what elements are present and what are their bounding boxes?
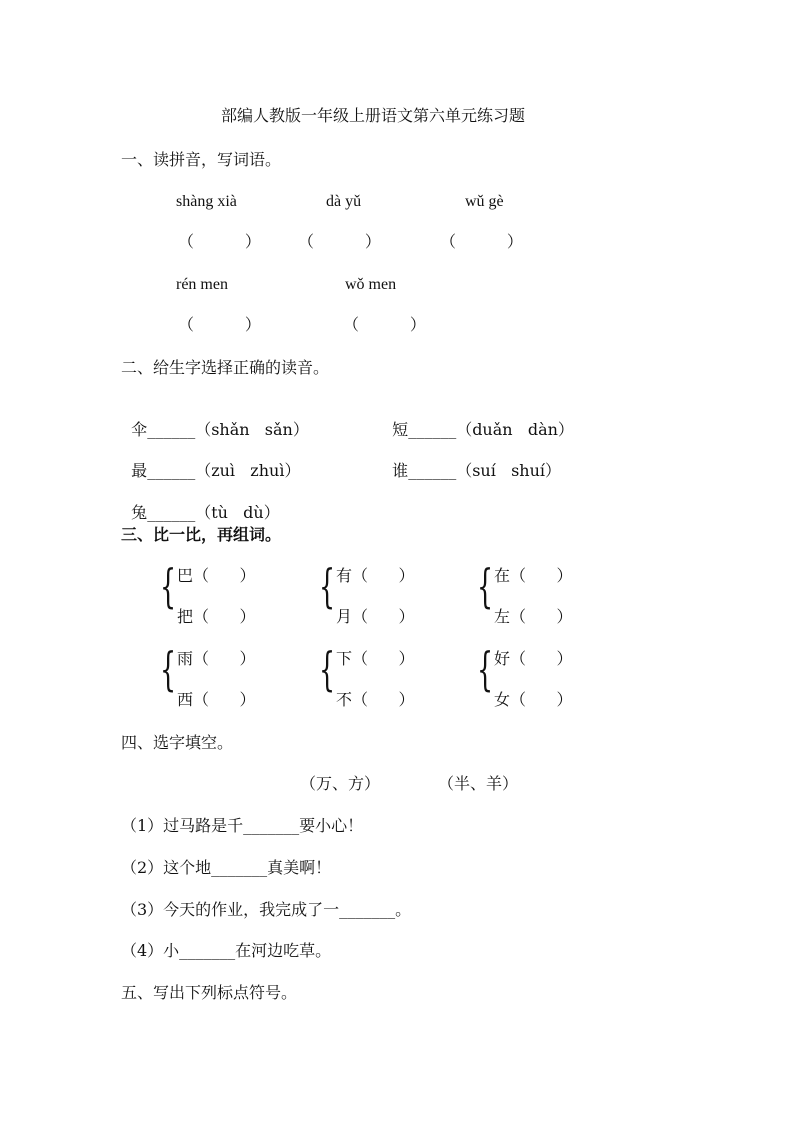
- reading-blank[interactable]: ______: [147, 420, 196, 439]
- reading-item-4: [382, 441, 561, 481]
- pair-top: 巴（ ）: [177, 566, 256, 585]
- pinyin-4: rén men: [176, 276, 228, 293]
- paren-blank[interactable]: （ ）: [510, 607, 573, 626]
- reading-item-1: [121, 400, 309, 440]
- pair-top: 下（ ）: [336, 649, 415, 668]
- reading-char: 短: [392, 420, 409, 439]
- answer-blank-4[interactable]: （ ）: [178, 315, 261, 334]
- pair-bottom: 把（ ）: [177, 607, 256, 626]
- fill-item-4[interactable]: （4）小_______在河边吃草。: [121, 941, 332, 960]
- reading-blank[interactable]: ______: [408, 461, 457, 480]
- section-2-heading: 二、给生字选择正确的读音。: [121, 358, 330, 377]
- paren-blank[interactable]: （ ）: [352, 649, 415, 668]
- pair-top: 雨（ ）: [177, 649, 256, 668]
- reading-item-5: [121, 483, 280, 523]
- pair-bottom: 女（ ）: [494, 690, 573, 709]
- answer-blank-2[interactable]: （ ）: [298, 232, 381, 251]
- pair-bottom: 月（ ）: [336, 607, 415, 626]
- pair-top: 在（ ）: [494, 566, 573, 585]
- paren-blank[interactable]: （ ）: [510, 649, 573, 668]
- pair-bottom: 不（ ）: [336, 690, 415, 709]
- choice-group-2: （半、羊）: [438, 774, 519, 793]
- answer-blank-1[interactable]: （ ）: [178, 232, 261, 251]
- paren-blank[interactable]: （ ）: [193, 649, 256, 668]
- brace-icon: {: [319, 559, 336, 613]
- reading-item-3: [121, 441, 300, 481]
- reading-item-2: [382, 400, 574, 440]
- answer-blank-5[interactable]: （ ）: [343, 315, 426, 334]
- reading-options: （suí shuí）: [456, 461, 562, 480]
- pair-top: 有（ ）: [336, 566, 415, 585]
- paren-blank[interactable]: （ ）: [510, 690, 573, 709]
- brace-icon: {: [477, 642, 494, 696]
- reading-char: 伞: [131, 420, 148, 439]
- reading-options: （shǎn sǎn）: [195, 420, 309, 439]
- paren-blank[interactable]: （ ）: [193, 690, 256, 709]
- brace-icon: {: [477, 559, 494, 613]
- section-1-heading: 一、读拼音，写词语。: [121, 150, 282, 169]
- reading-options: （duǎn dàn）: [456, 420, 574, 439]
- section-5-heading: 五、写出下列标点符号。: [121, 983, 298, 1002]
- paren-blank[interactable]: （ ）: [352, 690, 415, 709]
- pinyin-1: shàng xià: [176, 193, 237, 210]
- pair-top: 好（ ）: [494, 649, 573, 668]
- pinyin-2: dà yǔ: [326, 193, 362, 210]
- fill-item-1[interactable]: （1）过马路是千_______要小心！: [121, 816, 364, 835]
- pinyin-5: wǒ men: [345, 276, 397, 293]
- reading-options: （tù dù）: [195, 503, 280, 522]
- brace-icon: {: [319, 642, 336, 696]
- answer-blank-3[interactable]: （ ）: [440, 232, 523, 251]
- paren-blank[interactable]: （ ）: [352, 607, 415, 626]
- paren-blank[interactable]: （ ）: [510, 566, 573, 585]
- reading-blank[interactable]: ______: [147, 461, 196, 480]
- section-3-heading: 三、比一比，再组词。: [121, 525, 282, 544]
- pair-bottom: 左（ ）: [494, 607, 573, 626]
- choice-group-1: （万、方）: [300, 774, 381, 793]
- paren-blank[interactable]: （ ）: [193, 607, 256, 626]
- reading-blank[interactable]: ______: [408, 420, 457, 439]
- pinyin-3: wǔ gè: [465, 193, 504, 210]
- reading-char: 兔: [131, 503, 148, 522]
- brace-icon: {: [160, 559, 177, 613]
- reading-options: （zuì zhuì）: [195, 461, 301, 480]
- reading-blank[interactable]: ______: [147, 503, 196, 522]
- section-4-heading: 四、选字填空。: [121, 733, 234, 752]
- page-title: 部编人教版一年级上册语文第六单元练习题: [221, 106, 526, 125]
- fill-item-2[interactable]: （2）这个地_______真美啊！: [121, 858, 332, 877]
- brace-icon: {: [160, 642, 177, 696]
- fill-item-3[interactable]: （3）今天的作业，我完成了一_______。: [121, 900, 412, 919]
- paren-blank[interactable]: （ ）: [193, 566, 256, 585]
- reading-char: 谁: [392, 461, 409, 480]
- paren-blank[interactable]: （ ）: [352, 566, 415, 585]
- pair-bottom: 西（ ）: [177, 690, 256, 709]
- reading-char: 最: [131, 461, 148, 480]
